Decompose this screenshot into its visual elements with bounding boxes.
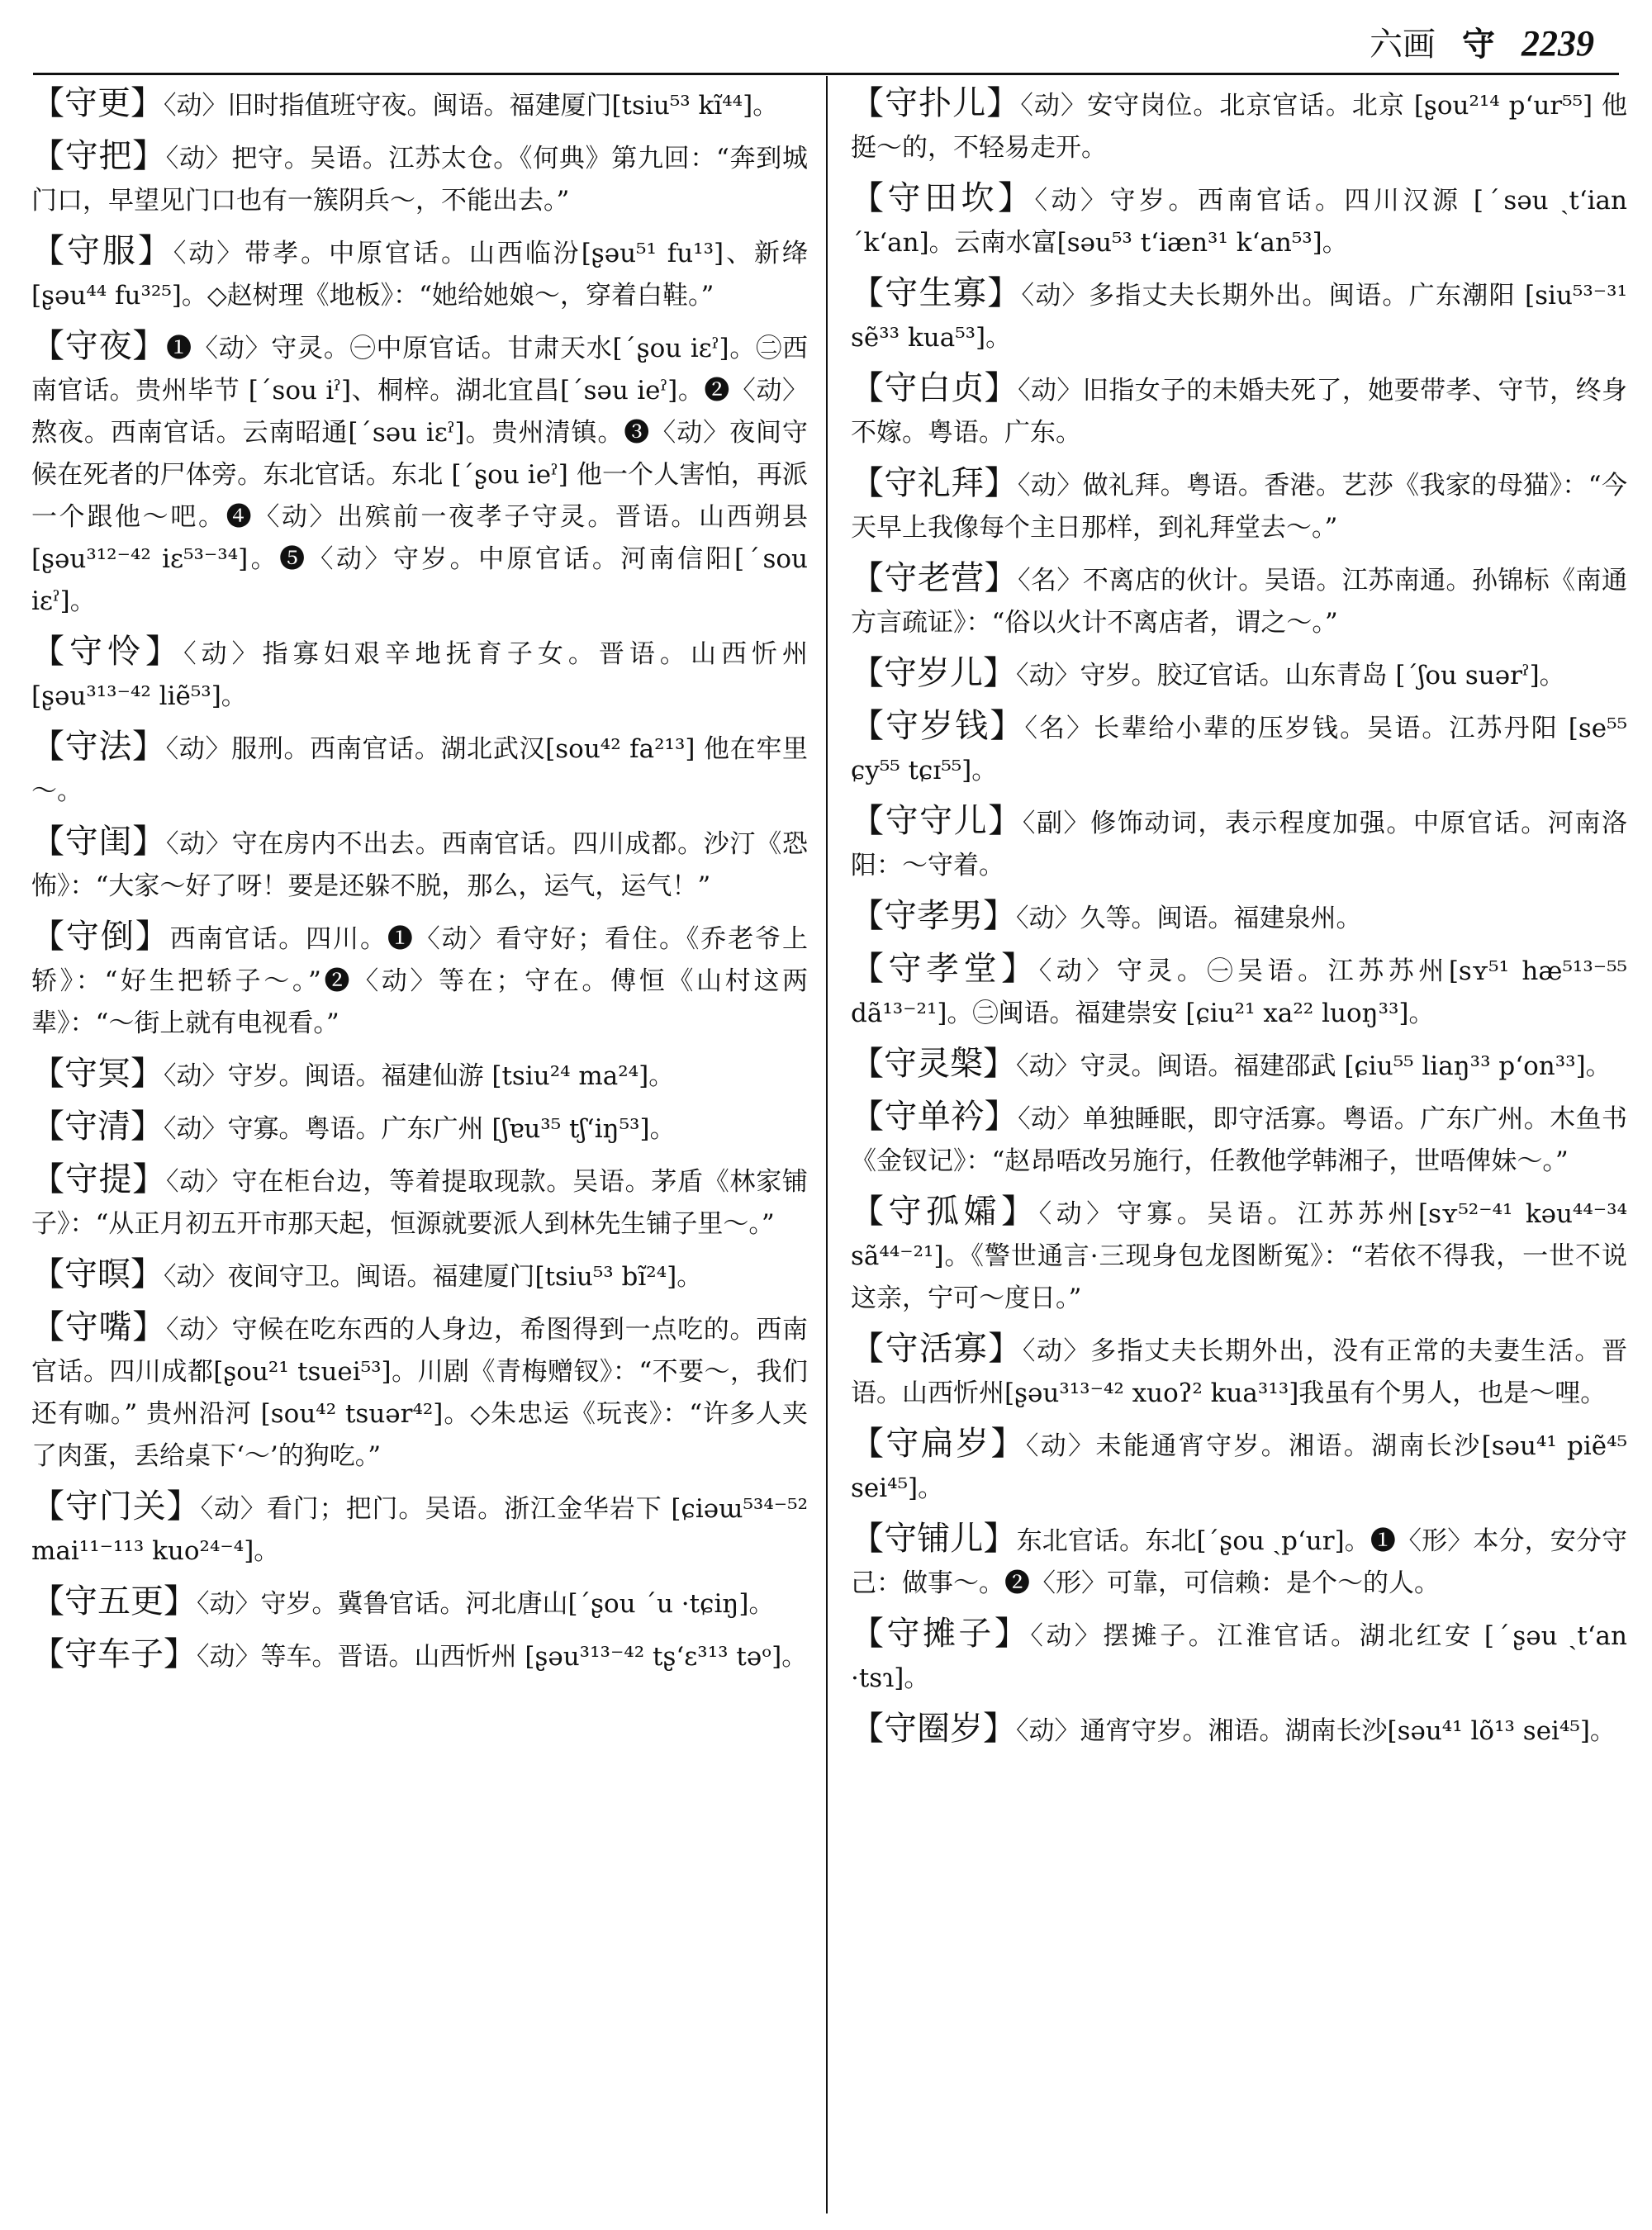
dictionary-entry <box>851 368 1627 454</box>
dictionary-entry <box>31 325 808 623</box>
dictionary-entry <box>31 821 808 908</box>
entry-headword: 【守怜】 <box>31 633 184 671</box>
dictionary-entry <box>851 652 1627 697</box>
dictionary-entry <box>851 1096 1627 1183</box>
entry-headword: 【守单衿】 <box>851 1098 1018 1136</box>
entry-definition: 〈动〉未能通宵守岁。湘语。湖南长沙[səu⁴¹ piẽ⁴⁵ sei⁴⁵]。 <box>851 1431 1628 1503</box>
dictionary-entry <box>31 230 808 317</box>
dictionary-entry <box>31 1254 808 1298</box>
dictionary-entry <box>851 178 1627 264</box>
entry-definition: 〈动〉安守岗位。北京官话。北京 [ʂou²¹⁴ pʻur⁵⁵] 他挺～的，不轻易走开。 <box>851 91 1628 163</box>
entry-headword: 【守田坎】 <box>851 179 1035 217</box>
entry-definition: 〈动〉摆摊子。江淮官话。湖北红安 [ˊʂəu ˏtʻan ·tsɿ]。 <box>851 1621 1628 1693</box>
dictionary-entry <box>851 1518 1627 1605</box>
entry-headword: 【守活寡】 <box>851 1330 1023 1368</box>
dictionary-entry <box>851 1191 1627 1320</box>
entry-definition: 〈动〉指寡妇艰辛地抚育子女。晋语。山西忻州[ʂəu³¹³⁻⁴² liẽ⁵³]。 <box>31 639 809 711</box>
entry-headword: 【守扁岁】 <box>851 1425 1026 1463</box>
dictionary-entry <box>31 1486 808 1573</box>
dictionary-entry <box>31 135 808 222</box>
entry-headword: 【守白贞】 <box>851 369 1018 407</box>
dictionary-entry <box>851 1043 1627 1088</box>
entry-headword: 【守法】 <box>31 728 166 766</box>
page-number: 2239 <box>1521 23 1594 64</box>
dictionary-entry <box>31 726 808 813</box>
entry-headword: 【守嘴】 <box>31 1308 166 1346</box>
entry-headword: 【守夜】 <box>31 327 167 365</box>
entry-definition: 〈动〉把守。吴语。江苏太仓。《何典》第九回：“奔到城门口，早望见门口也有一簇阴兵～，不能出去。” <box>31 144 808 216</box>
entry-definition: 〈动〉带孝。中原官话。山西临汾[ʂəu⁵¹ fu¹³]、新绛[ʂəu⁴⁴ fu³²⁵]。◇赵树理《地板》：“她给她娘～，穿着白鞋。” <box>31 239 808 311</box>
entry-headword: 【守孝堂】 <box>851 950 1039 988</box>
dictionary-entry <box>851 800 1627 887</box>
dictionary-entry <box>31 1634 808 1678</box>
dictionary-entry <box>31 1581 808 1625</box>
dictionary-entry <box>851 83 1627 169</box>
header-rule <box>33 73 1619 75</box>
dictionary-entry <box>851 948 1627 1035</box>
entry-definition: 〈动〉守岁。西南官话。四川汉源 [ˊsəu ˏtʻian ˊkʻan]。云南水富[səu⁵³ tʻiæn³¹ kʻan⁵³]。 <box>851 186 1627 258</box>
entry-headword: 【守清】 <box>31 1108 164 1146</box>
entry-definition: 〈动〉守岁。冀鲁官话。河北唐山[ˊʂou ˊu ·tɕiŋ]。 <box>197 1589 775 1619</box>
entry-headword: 【守圈岁】 <box>851 1710 1016 1748</box>
dictionary-entry <box>851 463 1627 549</box>
dictionary-entry <box>851 895 1627 940</box>
entry-definition: 〈动〉夜间守卫。闽语。福建厦门[tsiu⁵³ bĩ²⁴]。 <box>164 1262 703 1292</box>
dictionary-entry <box>851 1328 1627 1415</box>
entry-definition: 〈动〉多指丈夫长期外出。闽语。广东潮阳 [siu⁵³⁻³¹ sẽ³³ kua⁵³]。 <box>851 281 1628 353</box>
entry-definition: 〈动〉守在柜台边，等着提取现款。吴语。茅盾《林家铺子》：“从正月初五开市那天起，恒源就要派人到林先生铺子里～。” <box>31 1167 809 1239</box>
entry-definition: 〈动〉守灵。闽语。福建邵武 [ɕiu⁵⁵ liaŋ³³ pʻon³³]。 <box>1016 1051 1612 1081</box>
entry-definition: 〈动〉守在房内不出去。西南官话。四川成都。沙汀《恐怖》：“大家～好了呀！要是还躲不脱，那么，运气，运气！” <box>31 829 809 901</box>
entry-definition: 〈动〉守灵。㊀吴语。江苏苏州[sʏ⁵¹ hæ⁵¹³⁻⁵⁵ dã¹³⁻²¹]。㊁闽语。福建崇安 [ɕiu²¹ xa²² luoŋ³³]。 <box>851 956 1627 1028</box>
entry-definition: 〈动〉守候在吃东西的人身边，希图得到一点吃的。西南官话。四川成都[ʂou²¹ tsuei⁵³]。川剧《青梅赠钗》：“不要～，我们还有咖。” 贵州沿河 [sou⁴² tsuər⁴²]。◇朱忠运《玩丧》：“许多人夹了肉蛋，丢给桌下‘～’的狗吃。” <box>31 1315 809 1471</box>
entry-headword: 【守生寡】 <box>851 274 1022 312</box>
dictionary-entry <box>31 1106 808 1151</box>
entry-headword: 【守倒】 <box>31 918 170 956</box>
entry-definition: 〈动〉多指丈夫长期外出，没有正常的夫妻生活。晋语。山西忻州[ʂəu³¹³⁻⁴² xuoʔ² kua³¹³]我虽有个男人，也是～哩。 <box>851 1336 1628 1408</box>
entry-headword: 【守更】 <box>31 84 164 122</box>
entry-headword: 【守冥】 <box>31 1055 164 1093</box>
entry-headword: 【守礼拜】 <box>851 464 1018 502</box>
entry-definition: 〈动〉守岁。胶辽官话。山东青岛 [ˊʃou suərˀ]。 <box>1016 661 1565 690</box>
entry-headword: 【守摊子】 <box>851 1615 1031 1653</box>
entry-headword: 【守岁儿】 <box>851 654 1016 692</box>
entry-headword: 【守岁钱】 <box>851 707 1025 745</box>
entry-headword: 【守闺】 <box>31 823 166 861</box>
dictionary-entry <box>851 1423 1627 1510</box>
dictionary-entry <box>851 705 1627 792</box>
entry-definition: 〈动〉做礼拜。粤语。香港。艺莎《我家的母猫》：“今天早上我像每个主日那样，到礼拜堂去～。” <box>851 471 1627 543</box>
entry-headword: 【守扑儿】 <box>851 84 1021 122</box>
entry-definition: ❶〈动〉守灵。㊀中原官话。甘肃天水[ˊʂou iɛˀ]。㊁西南官话。贵州毕节 [ˊsou iˀ]、桐梓。湖北宜昌[ˊsəu ieˀ]。❷〈动〉熬夜。西南官话。云南昭通[ˊsəu iɛˀ]。贵州清镇。❸〈动〉夜间守候在死者的尸体旁。东北官话。东北 [ˊʂou ieˀ] 他一个人害怕，再派一个跟他～吧。❹〈动〉出殡前一夜孝子守灵。晋语。山西朔县 [ʂəu³¹²⁻⁴² iɛ⁵³⁻³⁴]。❺〈动〉守岁。中原官话。河南信阳[ˊsou iɛˀ]。 <box>31 334 808 616</box>
entry-definition: 〈动〉守岁。闽语。福建仙游 [tsiu²⁴ ma²⁴]。 <box>164 1061 675 1091</box>
entry-definition: 〈动〉看门；把门。吴语。浙江金华岩下 [ɕiəɯ⁵³⁴⁻⁵² mai¹¹⁻¹¹³ kuo²⁴⁻⁴]。 <box>31 1494 808 1566</box>
right-column <box>851 83 1627 1761</box>
page-header <box>1370 18 1594 68</box>
left-column <box>31 83 808 1687</box>
dictionary-entry <box>31 83 808 127</box>
entry-definition: 〈动〉单独睡眠，即守活寡。粤语。广东广州。木鱼书《金钗记》：“赵昂唔改另施行，任教他学韩湘子，世唔俾妹～。” <box>851 1104 1628 1176</box>
entry-definition: 〈名〉长辈给小辈的压岁钱。吴语。江苏丹阳 [se⁵⁵ ɕy⁵⁵ tɕɪ⁵⁵]。 <box>851 714 1627 785</box>
dictionary-entry <box>31 1159 808 1245</box>
entry-definition: 东北官话。东北[ˊʂou ˏpʻur]。❶〈形〉本分，安分守己：做事～。❷〈形〉可靠，可信赖：是个～的人。 <box>851 1526 1628 1598</box>
column-divider <box>826 76 828 2213</box>
entry-headword: 【守车子】 <box>31 1635 197 1673</box>
entry-headword: 【守孝男】 <box>851 897 1016 935</box>
dictionary-entry <box>31 916 808 1045</box>
entry-definition: 〈动〉旧指女子的未婚夫死了，她要带孝、守节，终身不嫁。粤语。广东。 <box>851 376 1628 448</box>
entry-definition: 〈动〉守寡。吴语。江苏苏州[sʏ⁵²⁻⁴¹ kəu⁴⁴⁻³⁴ sã⁴⁴⁻²¹]。《警世通言·三现身包龙图断冤》：“若依不得我，一世不说这亲，宁可～度日。” <box>851 1199 1627 1313</box>
entry-definition: 〈动〉等车。晋语。山西忻州 [ʂəu³¹³⁻⁴² tʂʻɛ³¹³ təᵒ]。 <box>197 1642 808 1672</box>
entry-headword: 【守灵槃】 <box>851 1045 1016 1083</box>
entry-definition: 西南官话。四川。❶〈动〉看守好；看住。《乔老爷上轿》：“好生把轿子～。”❷〈动〉等在；守在。傅恒《山村这两辈》：“～街上就有电视看。” <box>31 924 809 1038</box>
entry-headword: 【守铺儿】 <box>851 1520 1017 1558</box>
dictionary-entry <box>851 558 1627 644</box>
entry-definition: 〈动〉久等。闽语。福建泉州。 <box>1016 904 1362 933</box>
entry-definition: 〈动〉服刑。西南官话。湖北武汉[sou⁴² fa²¹³] 他在牢里～。 <box>31 734 809 806</box>
entry-headword: 【守五更】 <box>31 1582 197 1620</box>
dictionary-entry <box>31 631 808 718</box>
dictionary-entry <box>851 1708 1627 1753</box>
entry-headword: 【守老营】 <box>851 559 1018 597</box>
entry-headword: 【守服】 <box>31 232 173 270</box>
dictionary-entry <box>31 1053 808 1098</box>
entry-definition: 〈副〉修饰动词，表示程度加强。中原官话。河南洛阳：～守着。 <box>851 809 1628 880</box>
entry-headword: 【守守儿】 <box>851 802 1023 840</box>
entry-definition: 〈动〉旧时指值班守夜。闽语。福建厦门[tsiu⁵³ kĩ⁴⁴]。 <box>164 91 779 121</box>
entry-definition: 〈动〉守寡。粤语。广东广州 [ʃɐu³⁵ tʃʻiŋ⁵³]。 <box>164 1114 676 1144</box>
entry-headword: 【守孤孀】 <box>851 1193 1039 1231</box>
entry-definition: 〈名〉不离店的伙计。吴语。江苏南通。孙锦标《南通方言疏证》：“俗以火计不离店者，谓之～。” <box>851 566 1628 638</box>
section-label: 六画 <box>1370 26 1436 64</box>
radical-label: 守 <box>1462 25 1495 64</box>
entry-headword: 【守暝】 <box>31 1255 164 1293</box>
entry-headword: 【守提】 <box>31 1160 166 1198</box>
dictionary-entry <box>851 1613 1627 1700</box>
entry-headword: 【守门关】 <box>31 1487 201 1525</box>
entry-definition: 〈动〉通宵守岁。湘语。湖南长沙[səu⁴¹ lõ¹³ sei⁴⁵]。 <box>1016 1716 1616 1746</box>
entry-headword: 【守把】 <box>31 137 166 175</box>
dictionary-entry <box>851 273 1627 359</box>
dictionary-entry <box>31 1307 808 1478</box>
